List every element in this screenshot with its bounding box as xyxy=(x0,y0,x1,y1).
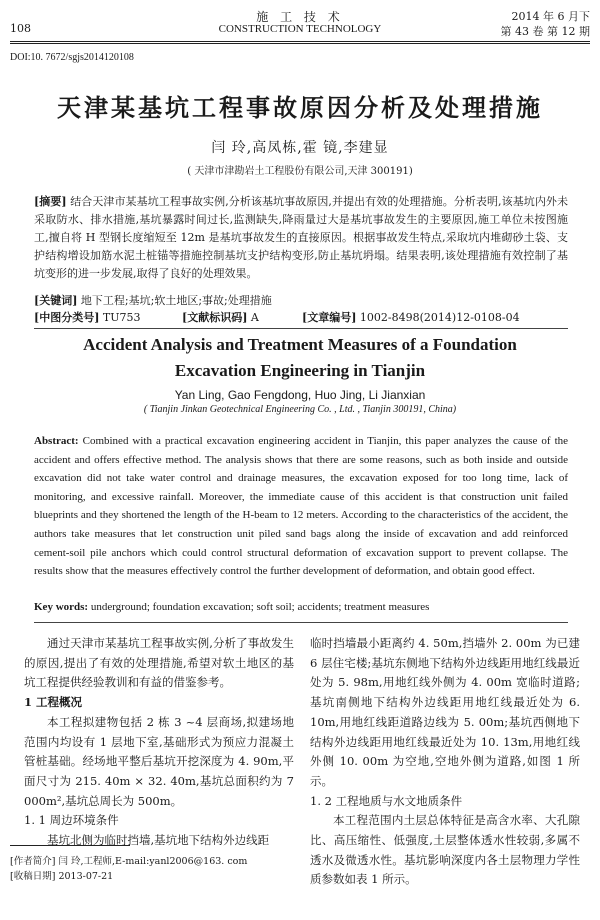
title-en xyxy=(0,332,600,384)
authors-en: Yan Ling, Gao Fengdong, Huo Jing, Li Jianxian xyxy=(174,388,426,402)
clc-label: [中图分类号] xyxy=(34,311,100,324)
affiliation-zh: ( 天津市津勘岩土工程股份有限公司,天津 300191) xyxy=(187,166,413,177)
classification-row xyxy=(34,309,568,325)
received-date xyxy=(10,868,113,882)
section-1-2-heading: 1. 2 工程地质与水文地质条件 xyxy=(310,793,463,808)
header-rule-2 xyxy=(10,43,590,44)
keywords-en-label: Key words: xyxy=(34,601,89,613)
doc-code xyxy=(182,309,259,325)
page-number: 108 xyxy=(10,22,31,35)
doi: DOI:10. 7672/sgjs2014120108 xyxy=(10,52,134,63)
keywords-zh-label: [关键词] xyxy=(34,294,78,307)
abstract-separator xyxy=(34,622,568,623)
clc-code xyxy=(34,309,141,325)
abstract-zh xyxy=(34,193,568,283)
article-label: [文章编号] xyxy=(302,311,357,324)
classification-rule xyxy=(34,328,568,329)
keywords-en xyxy=(34,601,568,613)
author-note-label: [作者简介] xyxy=(10,856,56,867)
intro-paragraph: 通过天津市某基坑工程事故实例,分析了事故发生的原因,提出了有效的处理措施,希望对软土地区的基坑工程提供经验教训和有益的借鉴参考。 xyxy=(24,636,294,690)
volume-issue: 第 43 卷 第 12 期 xyxy=(500,25,590,38)
body-column-left xyxy=(24,634,294,851)
authors-zh: 闫 玲,高凤栋,霍 镜,李建显 xyxy=(211,140,389,156)
journal-name-en: CONSTRUCTION TECHNOLOGY xyxy=(218,23,382,35)
journal-name-zh: 施 工 技 术 xyxy=(256,10,344,24)
section-1-paragraph: 本工程拟建物包括 2 栋 3 ~4 层商场,拟建场地范围内均设有 1 层地下室,基础形式为预应力混凝土管桩基础。经场地平整后基坑开挖深度为 4. 90m,平面尺寸为 215. 40m × 32. 40m,基坑总面积约为 7 000m²,基坑总周长为 500m。 xyxy=(24,714,294,808)
abstract-zh-text: 结合天津市某基坑工程事故实例,分析该基坑事故原因,并提出有效的处理措施。分析表明,该基坑内外未采取防水、排水措施,基坑暴露时间过长,监测缺失,降雨量过大是基坑事故发生的主要原因,施工单位未按图施工,擅自将 H 型钢长度缩短至 12m 是基坑事故发生的直接原因。根据事故发生特点,采取坑内堆砌砂土袋、支护结构增设加筋水泥土桩锚等措施控制基坑支护结构变形,防止基坑坍塌。结果表明,该处理措施有效控制了基坑变形的进一步发展,取得了良好的处理效果。 xyxy=(34,195,568,280)
author-note xyxy=(10,853,247,867)
keywords-zh-text: 地下工程;基坑;软土地区;事故;处理措施 xyxy=(80,294,272,307)
issue-date: 2014 年 6 月下 xyxy=(511,10,590,23)
received-value: 2013-07-21 xyxy=(58,871,114,882)
affiliation-en: ( Tianjin Jinkan Geotechnical Engineering Co. , Ltd. , Tianjin 300191, China) xyxy=(143,404,457,415)
body-column-right xyxy=(310,634,580,890)
author-note-text: 闫 玲,工程师,E-mail:yanl2006@163. com xyxy=(58,856,248,867)
section-1-heading: 1 工程概况 xyxy=(24,695,83,710)
doc-value: A xyxy=(250,311,259,324)
title-en-line2: Excavation Engineering in Tianjin xyxy=(174,361,426,380)
keywords-zh xyxy=(34,292,568,308)
section-1-1-continued: 临时挡墙最小距离约 4. 50m,挡墙外 2. 00m 为已建 6 层住宅楼;基坑东侧地下结构外边线距用地红线最近处为 5. 98m,用地红线外侧为 4. 00m 宽临时道路;基坑南侧地下结构外边线距用地红线最近处为 6. 10m,用地红线距道路边线为 5. 00m;基坑西侧地下结构外边线距用地红线最近处为 10. 13m,用地红线外侧 10. 00m 为空地,空地外侧为道路,如图 1 所示。 xyxy=(310,636,580,788)
doc-label: [文献标识码] xyxy=(182,311,248,324)
abstract-en-text: Combined with a practical excavation engineering accident in Tianjin, this paper analyzes the cause of the accident and offers effective method. The analysis shows that there are some reasons, such as both inside and outside excavation did not take water control and drainage measures, the excavation exposed for too long time, lack of monitoring, and excessive rainfall. Moreover, the immediate cause of this accident is that construction unit failed blueprints and they shortened the length of the H-beam to 12 meters. According to the characteristics of the accident, the authors take measures that let construction unit piled sand bags along the inside of excavation and add reinforced cement-soil pile anchors which could control structural deformation of excavation support to prevent collapse. The results show that the measures effectively control the further development of deformation, and obtain good effect. xyxy=(34,435,569,578)
abstract-en xyxy=(34,432,568,581)
section-1-1-paragraph: 基坑北侧为临时挡墙,基坑地下结构外边线距 xyxy=(47,833,270,848)
article-value: 1002-8498(2014)12-0108-04 xyxy=(359,311,520,324)
section-1-1-heading: 1. 1 周边环境条件 xyxy=(24,813,119,828)
running-header xyxy=(10,8,590,40)
received-label: [收稿日期] xyxy=(10,871,56,882)
section-1-2-paragraph: 本工程范围内土层总体特征是高含水率、大孔隙比、高压缩性、低强度,土层整体透水性较弱,多属不透水及微透水性。基坑影响深度内各土层物理力学性质参数如表 1 所示。 xyxy=(310,813,580,887)
article-number xyxy=(302,309,520,325)
footnote-rule xyxy=(10,845,130,846)
abstract-en-label: Abstract: xyxy=(34,435,79,447)
keywords-en-text: underground; foundation excavation; soft soil; accidents; treatment measures xyxy=(90,601,430,613)
header-rule xyxy=(10,41,590,42)
clc-value: TU753 xyxy=(102,311,141,324)
abstract-zh-label: [摘要] xyxy=(34,195,67,208)
title-en-line1: Accident Analysis and Treatment Measures of a Foundation xyxy=(83,335,517,354)
title-zh: 天津某基坑工程事故原因分析及处理措施 xyxy=(57,93,543,122)
